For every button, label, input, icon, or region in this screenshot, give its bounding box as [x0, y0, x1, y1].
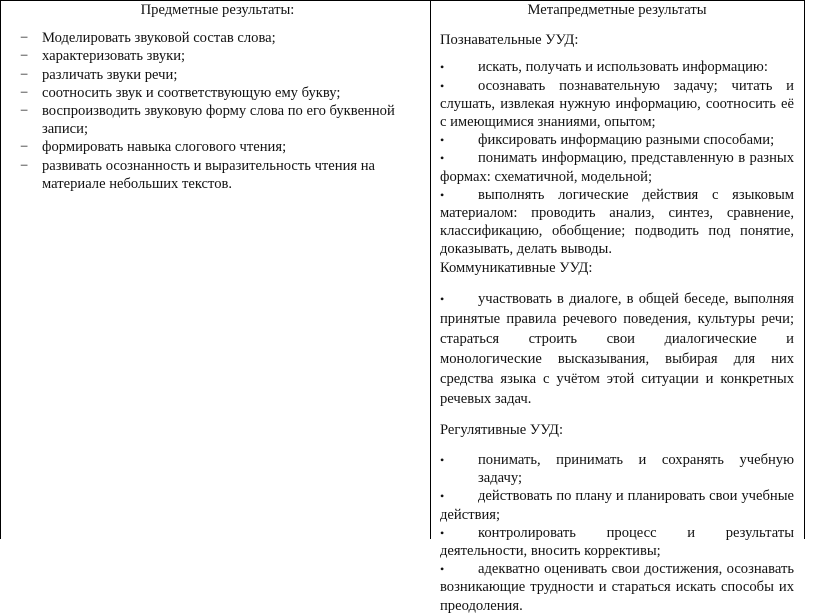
list-item: • участвовать в диалоге, в общей беседе, выполняя принятые правила речевого поведения, культуры речи; стараться строить свои диалогические и монологические высказывания, выбирая для них средства языка с учётом этой ситуации и конкретных речевых задач.: [440, 290, 794, 407]
section-title-regulatory: Регулятивные УУД:: [440, 421, 564, 438]
bullet-marker: •: [440, 291, 445, 306]
bullet-marker: •: [440, 489, 445, 504]
list-item: − Моделировать звуковой состав слова;: [20, 30, 276, 47]
dash-marker: −: [20, 66, 29, 83]
table-border-right: [804, 0, 805, 539]
table-border-middle: [430, 0, 431, 539]
list-item: • искать, получать и использовать информацию:: [440, 59, 768, 76]
list-item: • контролировать процесс и результаты деятельности, вносить коррективы;: [440, 524, 794, 560]
list-item: • понимать, принимать и сохранять учебную задачу;: [440, 452, 794, 487]
subject-results-column: [20, 0, 415, 193]
list-item: − развивать осознанность и выразительность чтения на материале небольших текстов.: [20, 157, 376, 192]
list-item: − соотносить звук и соответствующую ему букву;: [20, 84, 341, 101]
subject-results-list: [20, 29, 415, 193]
bullet-marker: •: [440, 525, 445, 540]
bullet-marker: •: [440, 562, 445, 577]
bullet-marker: •: [440, 151, 445, 166]
list-item: • осознавать познавательную задачу; читать и слушать, извлекая нужную информацию, соотносить её с имеющимися знаниями, опытом;: [440, 77, 794, 131]
section-title-communicative: Коммуникативные УУД:: [440, 259, 593, 276]
dash-marker: −: [20, 157, 29, 174]
bullet-marker: •: [440, 78, 445, 93]
subject-results-header: Предметные результаты:: [140, 2, 295, 18]
meta-results-header: Метапредметные результаты: [527, 2, 707, 18]
list-item: • понимать информацию, представленную в разных формах: схематичной, модельной;: [440, 150, 794, 185]
dash-marker: −: [20, 139, 29, 156]
dash-marker: −: [20, 103, 29, 120]
dash-marker: −: [20, 84, 29, 101]
bullet-marker: •: [440, 187, 445, 202]
list-item: • фиксировать информацию разными способами;: [440, 132, 775, 149]
list-item: − воспроизводить звуковую форму слова по его буквенной записи;: [20, 103, 395, 138]
list-item: − формировать навыка слогового чтения;: [20, 139, 287, 156]
table-border-left: [0, 0, 1, 539]
list-item: − характеризовать звуки;: [20, 48, 186, 65]
list-item: • адекватно оценивать свои достижения, осознавать возникающие трудности и стараться искать способы их преодоления.: [440, 561, 794, 614]
section-title-cognitive: Познавательные УУД:: [440, 32, 579, 49]
bullet-marker: •: [440, 133, 445, 148]
list-item: − различать звуки речи;: [20, 66, 178, 83]
dash-marker: −: [20, 30, 29, 47]
bullet-marker: •: [440, 60, 445, 75]
list-item: • действовать по плану и планировать свои учебные действия;: [440, 488, 794, 523]
dash-marker: −: [20, 48, 29, 65]
meta-results-column: [440, 0, 794, 615]
bullet-marker: •: [440, 453, 445, 468]
list-item: • выполнять логические действия с языковым материалом: проводить анализ, синтез, сравнение, классификацию, обобщение; подводить под понятие, доказывать, делать выводы.: [440, 186, 794, 258]
